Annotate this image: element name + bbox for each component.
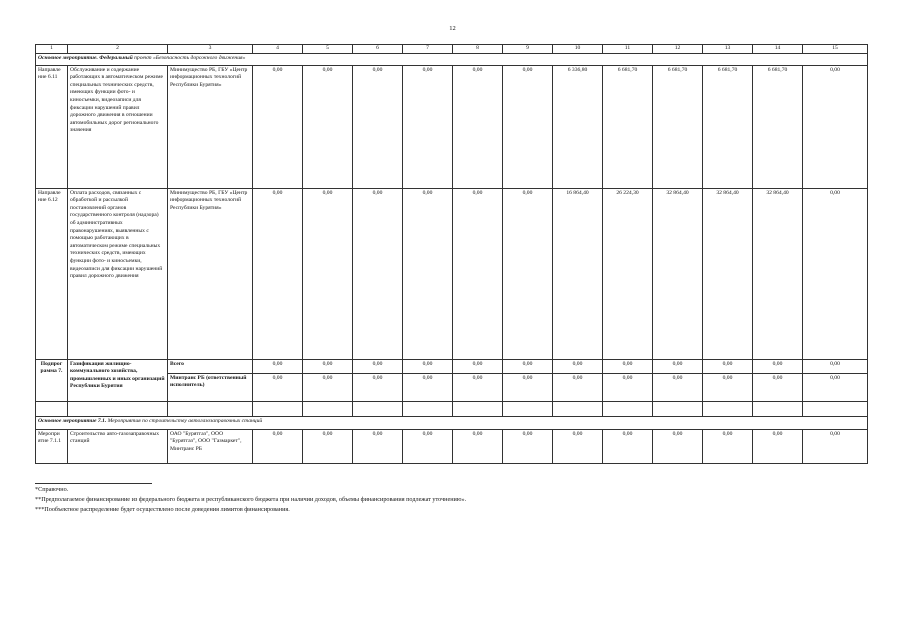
value-cell: 6 681,70 (603, 65, 653, 188)
column-header: 4 (253, 45, 303, 54)
column-header: 12 (653, 45, 703, 54)
subprogram-row (36, 359, 868, 373)
subprogram-title: Газификация жилищно-коммунального хозяйства, промышленных и иных организаций Республики Бурятия (68, 359, 168, 401)
value-cell: 0,00 (503, 188, 553, 359)
row-id: Направле ние 6.12 (36, 188, 68, 359)
value-cell: 0,00 (503, 65, 553, 188)
value-cell: 0,00 (253, 65, 303, 188)
value-cell: 0,00 (503, 373, 553, 401)
column-header: 11 (603, 45, 653, 54)
value-cell: 0,00 (253, 188, 303, 359)
value-cell: 0,00 (353, 65, 403, 188)
column-header: 14 (753, 45, 803, 54)
value-cell: 0,00 (353, 429, 403, 463)
value-cell: 32 864,40 (653, 188, 703, 359)
row-id: Меропри ятие 7.1.1 (36, 429, 68, 463)
empty-cell (403, 401, 453, 416)
value-cell: 6 681,70 (703, 65, 753, 188)
empty-cell (753, 401, 803, 416)
empty-cell (168, 401, 253, 416)
value-cell: 0,00 (553, 359, 603, 373)
value-cell: 0,00 (753, 359, 803, 373)
empty-cell (303, 401, 353, 416)
value-cell: 0,00 (803, 65, 868, 188)
footnote-1: *Справочно. (35, 486, 69, 493)
value-cell: 0,00 (803, 373, 868, 401)
value-cell: 0,00 (553, 373, 603, 401)
column-header: 7 (403, 45, 453, 54)
value-cell: 0,00 (453, 188, 503, 359)
value-cell: 32 864,40 (703, 188, 753, 359)
row-id: Направле ние 6.11 (36, 65, 68, 188)
empty-cell (36, 401, 68, 416)
value-cell: 0,00 (653, 373, 703, 401)
empty-cell (603, 401, 653, 416)
value-cell: 6 681,70 (753, 65, 803, 188)
value-cell: 0,00 (503, 429, 553, 463)
subprogram-executor: Минтранс РБ (ответственный исполнитель) (168, 373, 253, 401)
section-7-1-cell (36, 416, 868, 429)
section-federal-project-cell (36, 53, 868, 65)
empty-cell (703, 401, 753, 416)
value-cell: 0,00 (803, 188, 868, 359)
value-cell: 0,00 (503, 359, 553, 373)
value-cell: 0,00 (303, 359, 353, 373)
value-cell: 0,00 (753, 429, 803, 463)
footnote-3: ***Пообъектное распределение будет осуществлено после доведения лимитов финансирования. (35, 506, 290, 513)
budget-table (35, 44, 868, 464)
value-cell: 0,00 (653, 429, 703, 463)
row-executor: Минимущество РБ, ГБУ «Центр информационных технологий Республики Бурятия» (168, 65, 253, 188)
value-cell: 0,00 (603, 429, 653, 463)
table-row (36, 188, 868, 359)
value-cell: 0,00 (253, 429, 303, 463)
value-cell: 16 864,40 (553, 188, 603, 359)
value-cell: 0,00 (303, 188, 353, 359)
column-header: 2 (68, 45, 168, 54)
value-cell: 0,00 (803, 429, 868, 463)
value-cell: 0,00 (453, 65, 503, 188)
value-cell: 0,00 (353, 373, 403, 401)
empty-cell (253, 401, 303, 416)
empty-row (36, 401, 868, 416)
header-row (36, 45, 868, 54)
row-description: Строительство авто-газозаправочных станций (68, 429, 168, 463)
section-7-1 (36, 416, 868, 429)
row-description: Обслуживание и содержание работающих в автоматическом режиме специальных технических средств, имеющих функции фото- и киносъемки, видеозаписи для фиксации нарушений правил дорожного движения в отношении автомобильных дорог регионального значения (68, 65, 168, 188)
value-cell: 0,00 (603, 359, 653, 373)
column-header: 5 (303, 45, 353, 54)
column-header: 15 (803, 45, 868, 54)
section-federal-project (36, 53, 868, 65)
footnote-2: **Предполагаемое финансирование из федерального бюджета и республиканского бюджета при наличии доходов, объемы финансирования подлежат уточнению». (35, 496, 467, 503)
table-row (36, 429, 868, 463)
column-header: 6 (353, 45, 403, 54)
value-cell: 0,00 (703, 359, 753, 373)
value-cell: 0,00 (353, 359, 403, 373)
value-cell: 0,00 (603, 373, 653, 401)
value-cell: 0,00 (803, 359, 868, 373)
empty-cell (453, 401, 503, 416)
value-cell: 0,00 (403, 429, 453, 463)
section-federal-project-title: проект «Безопасность дорожного движения» (132, 54, 246, 61)
value-cell: 26 224,30 (603, 188, 653, 359)
column-header: 8 (453, 45, 503, 54)
column-header: 1 (36, 45, 68, 54)
value-cell: 0,00 (403, 359, 453, 373)
empty-cell (553, 401, 603, 416)
row-description: Оплата расходов, связанных с обработкой и рассылкой постановлений органов государственного контроля (надзора) об административных правонарушениях, выявленных с помощью работающих в автоматическом режиме специальных технических средств, имеющих функции фото- и киносъемки, видеозаписи для фиксации нарушений правил дорожного движения (68, 188, 168, 359)
value-cell: 0,00 (303, 373, 353, 401)
table-row (36, 65, 868, 188)
column-header: 10 (553, 45, 603, 54)
column-header: 9 (503, 45, 553, 54)
value-cell: 0,00 (703, 373, 753, 401)
column-header: 3 (168, 45, 253, 54)
section-federal-project-label: Основное мероприятие. Федеральный (38, 54, 133, 61)
row-executor: Минимущество РБ, ГБУ «Центр информационных технологий Республики Бурятия» (168, 188, 253, 359)
value-cell: 6 681,70 (653, 65, 703, 188)
value-cell: 0,00 (453, 373, 503, 401)
subprogram-executor: Всего (168, 359, 253, 373)
value-cell: 0,00 (553, 429, 603, 463)
empty-cell (653, 401, 703, 416)
value-cell: 0,00 (453, 429, 503, 463)
section-7-1-title: Мероприятия по строительству автогазозаправочных станций (106, 417, 263, 424)
value-cell: 0,00 (303, 429, 353, 463)
value-cell: 0,00 (653, 359, 703, 373)
column-header: 13 (703, 45, 753, 54)
value-cell: 0,00 (353, 188, 403, 359)
empty-cell (503, 401, 553, 416)
empty-cell (803, 401, 868, 416)
empty-cell (353, 401, 403, 416)
value-cell: 0,00 (753, 373, 803, 401)
row-executor: ОАО "Бурятгаз", ООО "Бурятгаз", ООО "Газмаркет", Минтранс РБ (168, 429, 253, 463)
footnote-separator (35, 483, 152, 484)
section-7-1-label: Основное мероприятие 7.1. (38, 417, 107, 424)
value-cell: 0,00 (403, 188, 453, 359)
empty-cell (68, 401, 168, 416)
value-cell: 0,00 (403, 65, 453, 188)
value-cell: 0,00 (403, 373, 453, 401)
value-cell: 6 336,80 (553, 65, 603, 188)
value-cell: 0,00 (703, 429, 753, 463)
page-number: 12 (449, 25, 456, 32)
subprogram-id: Подпрог рамма 7. (36, 359, 68, 401)
value-cell: 0,00 (253, 359, 303, 373)
value-cell: 0,00 (253, 373, 303, 401)
value-cell: 32 864,40 (753, 188, 803, 359)
value-cell: 0,00 (303, 65, 353, 188)
value-cell: 0,00 (453, 359, 503, 373)
